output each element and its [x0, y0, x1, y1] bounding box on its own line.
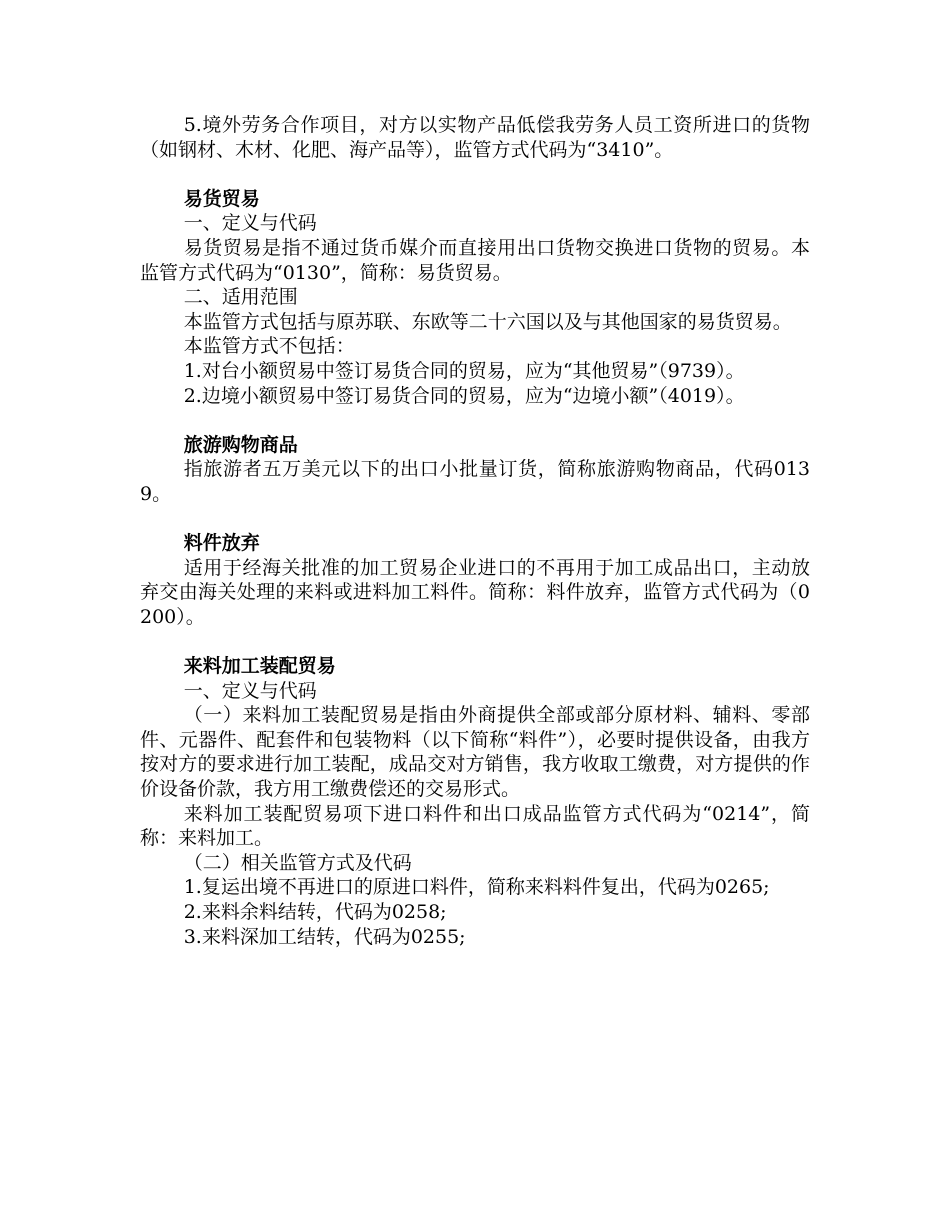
processing-related-item-3: 3.来料深加工结转，代码为0255; — [183, 925, 466, 948]
section-title-processing-assembly: 来料加工装配贸易 — [183, 655, 336, 678]
material-abandonment-text: 适用于经海关批准的加工贸易企业进口的不再用于加工成品出口，主动放弃交由海关处理的来料或进料加工料件。简称：料件放弃，监管方式代码为（0200）。 — [140, 556, 810, 628]
barter-exclusion-2: 2.边境小额贸易中签订易货合同的贸易，应为“边境小额”（4019）。 — [183, 384, 745, 407]
paragraph-spacer — [140, 507, 810, 532]
barter-definition-text: 易货贸易是指不通过货币媒介而直接用出口货物交换进口货物的贸易。本监管方式代码为“0130”，简称：易货贸易。 — [140, 236, 810, 284]
processing-definition-heading: 一、定义与代码 — [183, 679, 317, 702]
barter-scope-heading: 二、适用范围 — [183, 286, 298, 309]
processing-related-item-2: 2.来料余料结转，代码为0258; — [183, 901, 447, 923]
barter-definition-heading: 一、定义与代码 — [183, 212, 317, 235]
paragraph-spacer — [140, 408, 810, 433]
paragraph-labor-cooperation: 5.境外劳务合作项目，对方以实物产品低偿我劳务人员工资所进口的货物（如钢材、木材、化肥、海产品等），监管方式代码为“3410”。 — [140, 114, 810, 161]
processing-definition-text: （一）来料加工装配贸易是指由外商提供全部或部分原材料、辅料、零部件、元器件、配套件和包装物料（以下简称“料件”），必要时提供设备，由我方按对方的要求进行加工装配，成品交对方销售，我方收取工缴费，对方提供的作价设备价款，我方用工缴费偿还的交易形式。 — [140, 704, 810, 801]
tourist-shopping-text: 指旅游者五万美元以下的出口小批量订货，简称旅游购物商品，代码0139。 — [140, 458, 810, 505]
document-body — [140, 113, 810, 949]
section-title-material-abandonment: 料件放弃 — [183, 532, 260, 555]
paragraph-spacer — [140, 162, 810, 187]
barter-scope-text: 本监管方式包括与原苏联、东欧等二十六国以及与其他国家的易货贸易。 — [183, 310, 792, 333]
paragraph-spacer — [140, 629, 810, 654]
barter-exclusions-heading: 本监管方式不包括： — [183, 335, 355, 358]
processing-related-heading: （二）相关监管方式及代码 — [183, 851, 412, 874]
barter-exclusion-1: 1.对台小额贸易中签订易货合同的贸易，应为“其他贸易”（9739）。 — [183, 359, 745, 382]
section-title-tourist-shopping: 旅游购物商品 — [183, 433, 298, 456]
section-title-barter-trade: 易货贸易 — [183, 187, 260, 210]
processing-code-text: 来料加工装配贸易项下进口料件和出口成品监管方式代码为“0214”，简称：来料加工。 — [140, 802, 810, 850]
processing-related-item-1: 1.复运出境不再进口的原进口料件，简称来料料件复出，代码为0265; — [183, 876, 770, 899]
